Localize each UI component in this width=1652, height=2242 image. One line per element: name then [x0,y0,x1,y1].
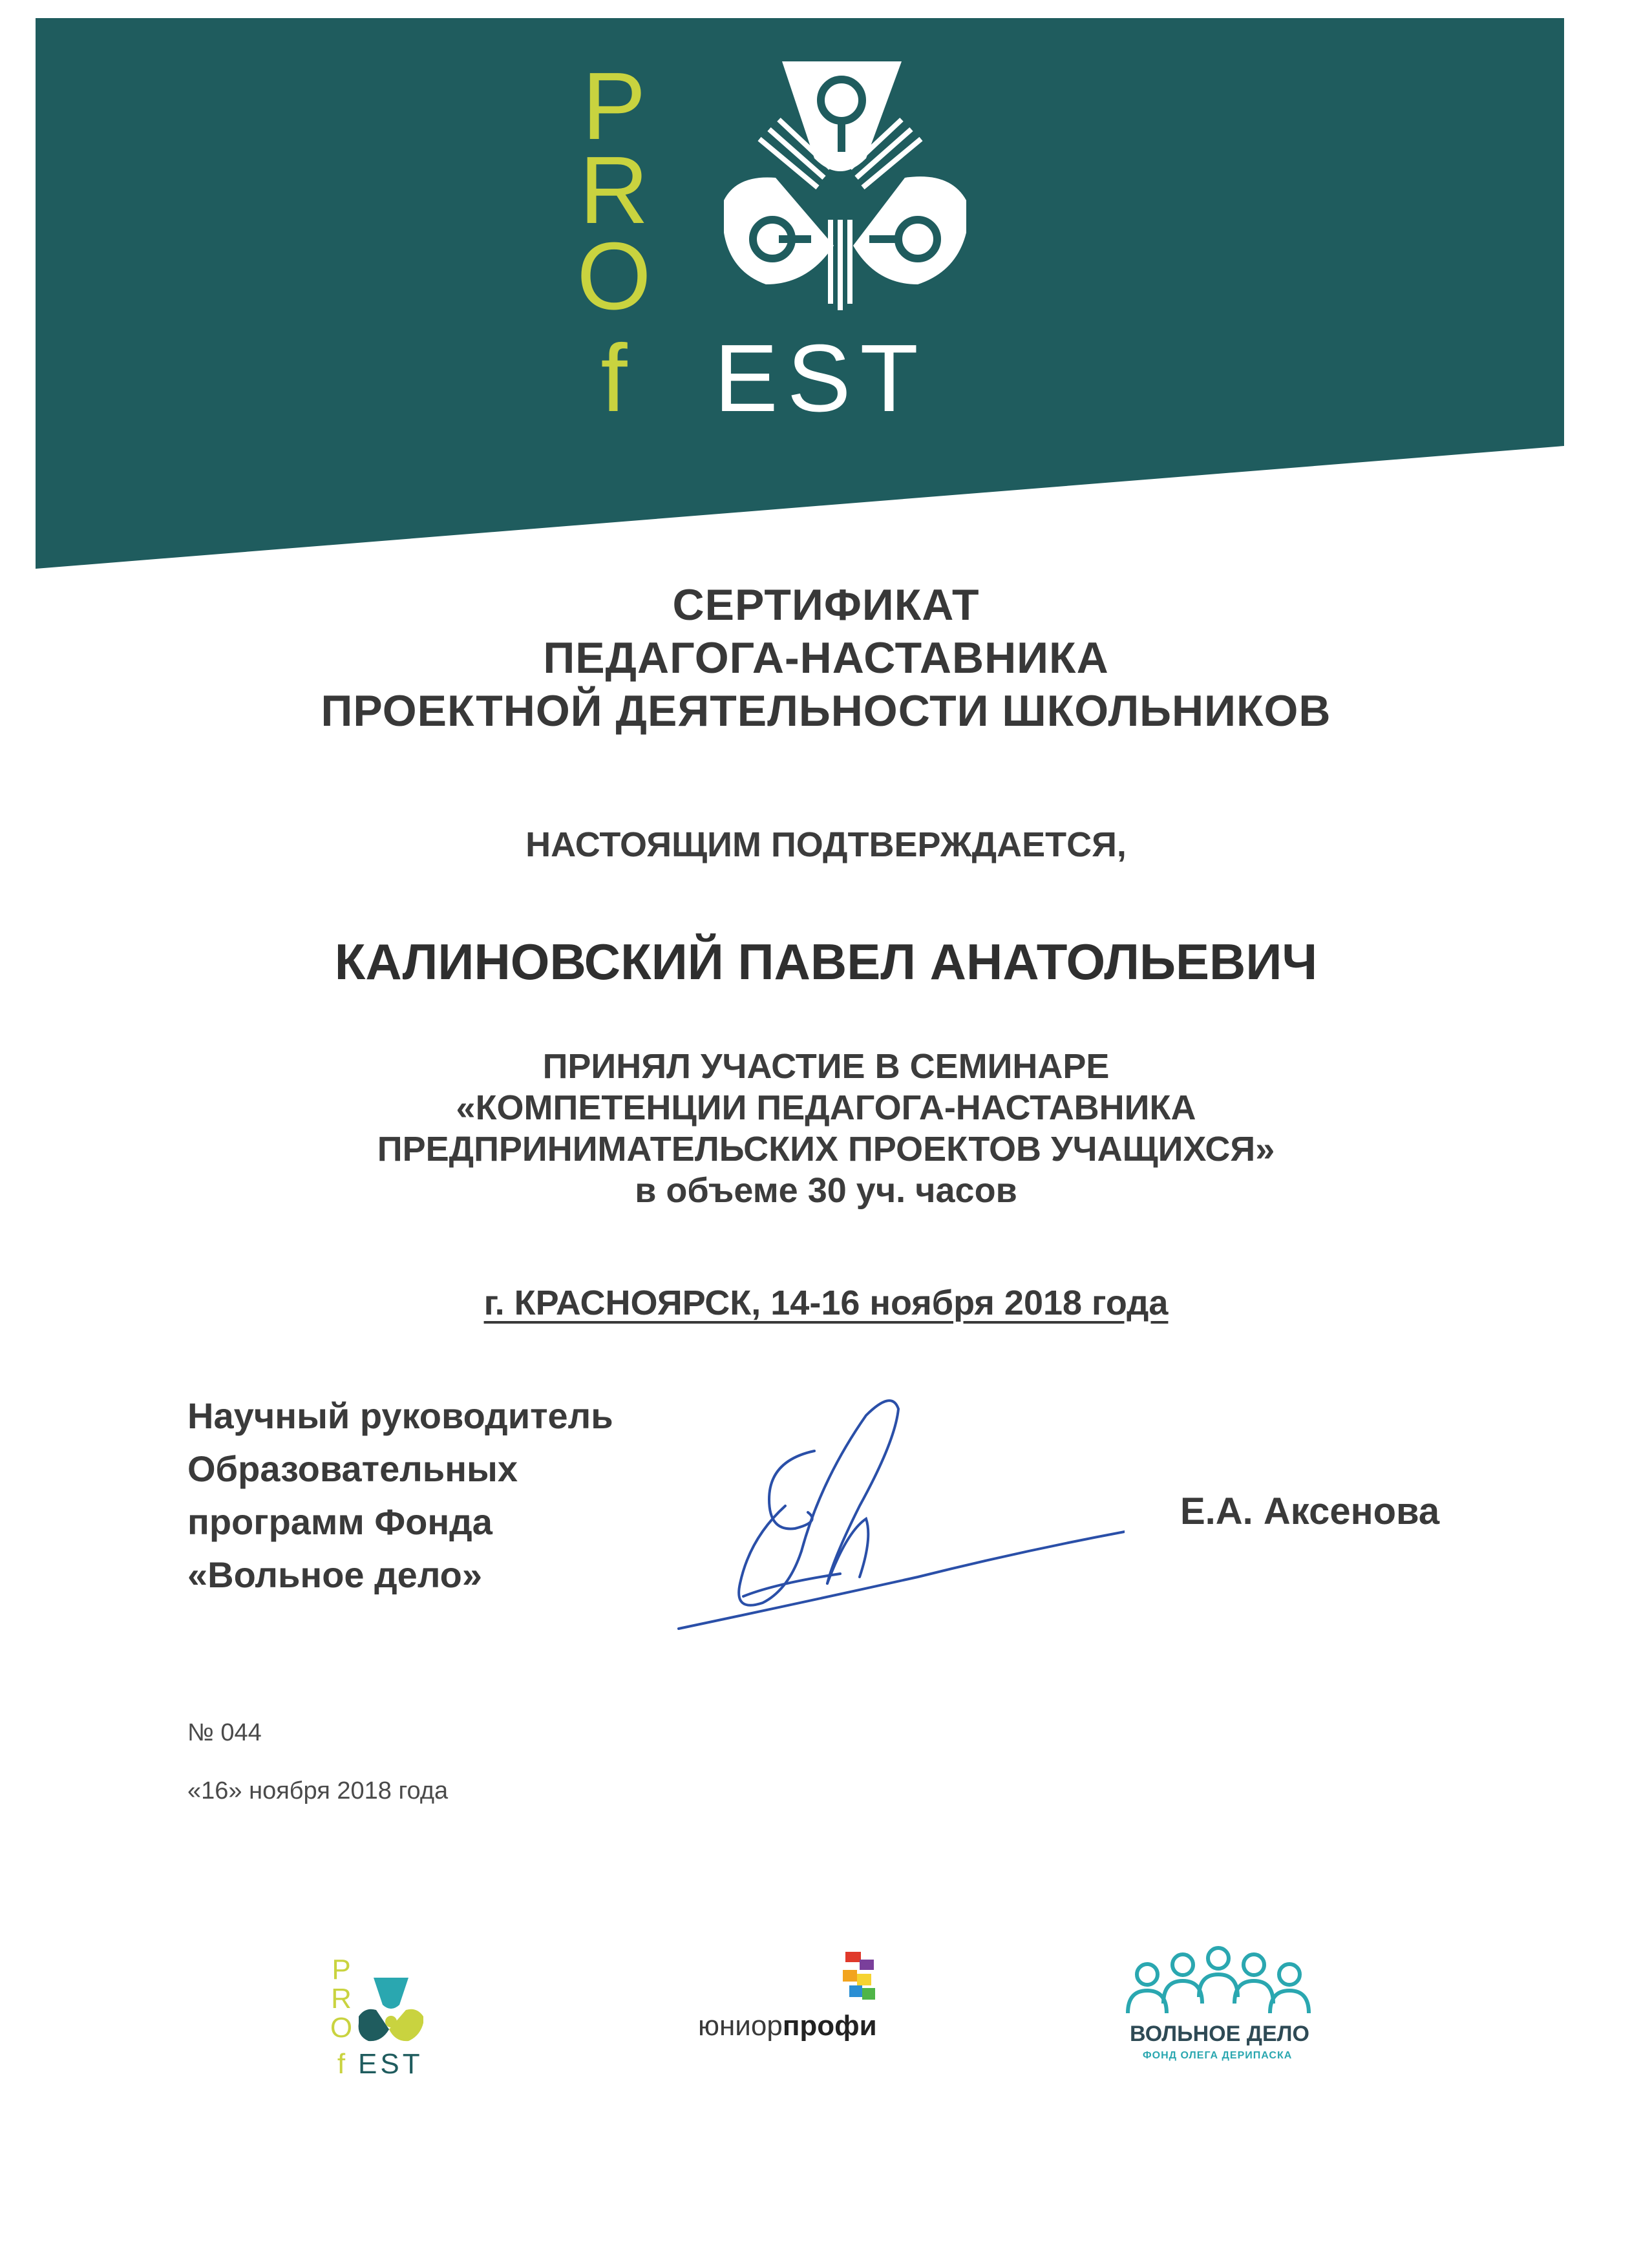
confirm-text: НАСТОЯЩИМ ПОДТВЕРЖДАЕТСЯ, [525,825,1127,864]
certificate-title [0,578,1652,737]
participation-block [0,1046,1652,1211]
profest-mini-tripod-icon [359,1978,423,2041]
position-line-4: «Вольное дело» [187,1554,483,1595]
svg-text:EST: EST [358,2048,423,2080]
volnoe-delo-people-icon [1125,1945,1312,2016]
participation-line-1: ПРИНЯЛ УЧАСТИЕ В СЕМИНАРЕ [542,1047,1110,1086]
footer-logo-profest [330,1945,439,2081]
junior-profi-wordmark: юниорпрофи [698,2010,877,2042]
title-line-3: ПРОЕКТНОЙ ДЕЯТЕЛЬНОСТИ ШКОЛЬНИКОВ [321,686,1331,735]
svg-text:R: R [331,1983,352,2015]
document-number: № 044 [187,1719,262,1746]
participation-line-2: «КОМПЕТЕНЦИИ ПЕДАГОГА-НАСТАВНИКА [456,1088,1196,1127]
signatory-position [187,1390,613,1602]
position-line-2: Образовательных [187,1448,518,1489]
document-issue-date: «16» ноября 2018 года [187,1777,449,1804]
title-line-1: СЕРТИФИКАТ [672,580,980,629]
recipient-name: КАЛИНОВСКИЙ ПАВЕЛ АНАТОЛЬЕВИЧ [334,933,1318,990]
signatory-name: Е.А. Аксенова [1180,1490,1440,1532]
participation-line-3: ПРЕДПРИНИМАТЕЛЬСКИХ ПРОЕКТОВ УЧАЩИХСЯ» [377,1130,1275,1169]
logo-letter-p: P [582,53,646,160]
svg-text:P: P [332,1954,351,1985]
footer-logo-junior-profi [685,1952,905,2055]
svg-text:f: f [337,2048,346,2080]
participation-line-4: в объеме 30 уч. часов [635,1171,1017,1210]
svg-text:O: O [330,2012,353,2044]
position-line-3: программ Фонда [187,1501,492,1542]
handwritten-signature [672,1390,1125,1635]
logo-letter-f: f [600,325,628,432]
place-date: г. КРАСНОЯРСК, 14-16 ноября 2018 года [483,1284,1169,1322]
logo-letter-r: R [579,137,649,244]
junior-profi-blocks-icon [840,1952,879,2010]
logo-letter-o: O [577,223,651,330]
position-line-1: Научный руководитель [187,1395,613,1436]
title-line-2: ПЕДАГОГА-НАСТАВНИКА [543,633,1109,682]
header-banner [0,0,1652,582]
footer-logo-volnoe-delo [1112,1945,1325,2075]
volnoe-delo-title: ВОЛЬНОЕ ДЕЛО [1130,2022,1309,2046]
logo-word-est: EST [714,325,927,432]
volnoe-delo-subtitle: ФОНД ОЛЕГА ДЕРИПАСКА [1143,2050,1293,2061]
